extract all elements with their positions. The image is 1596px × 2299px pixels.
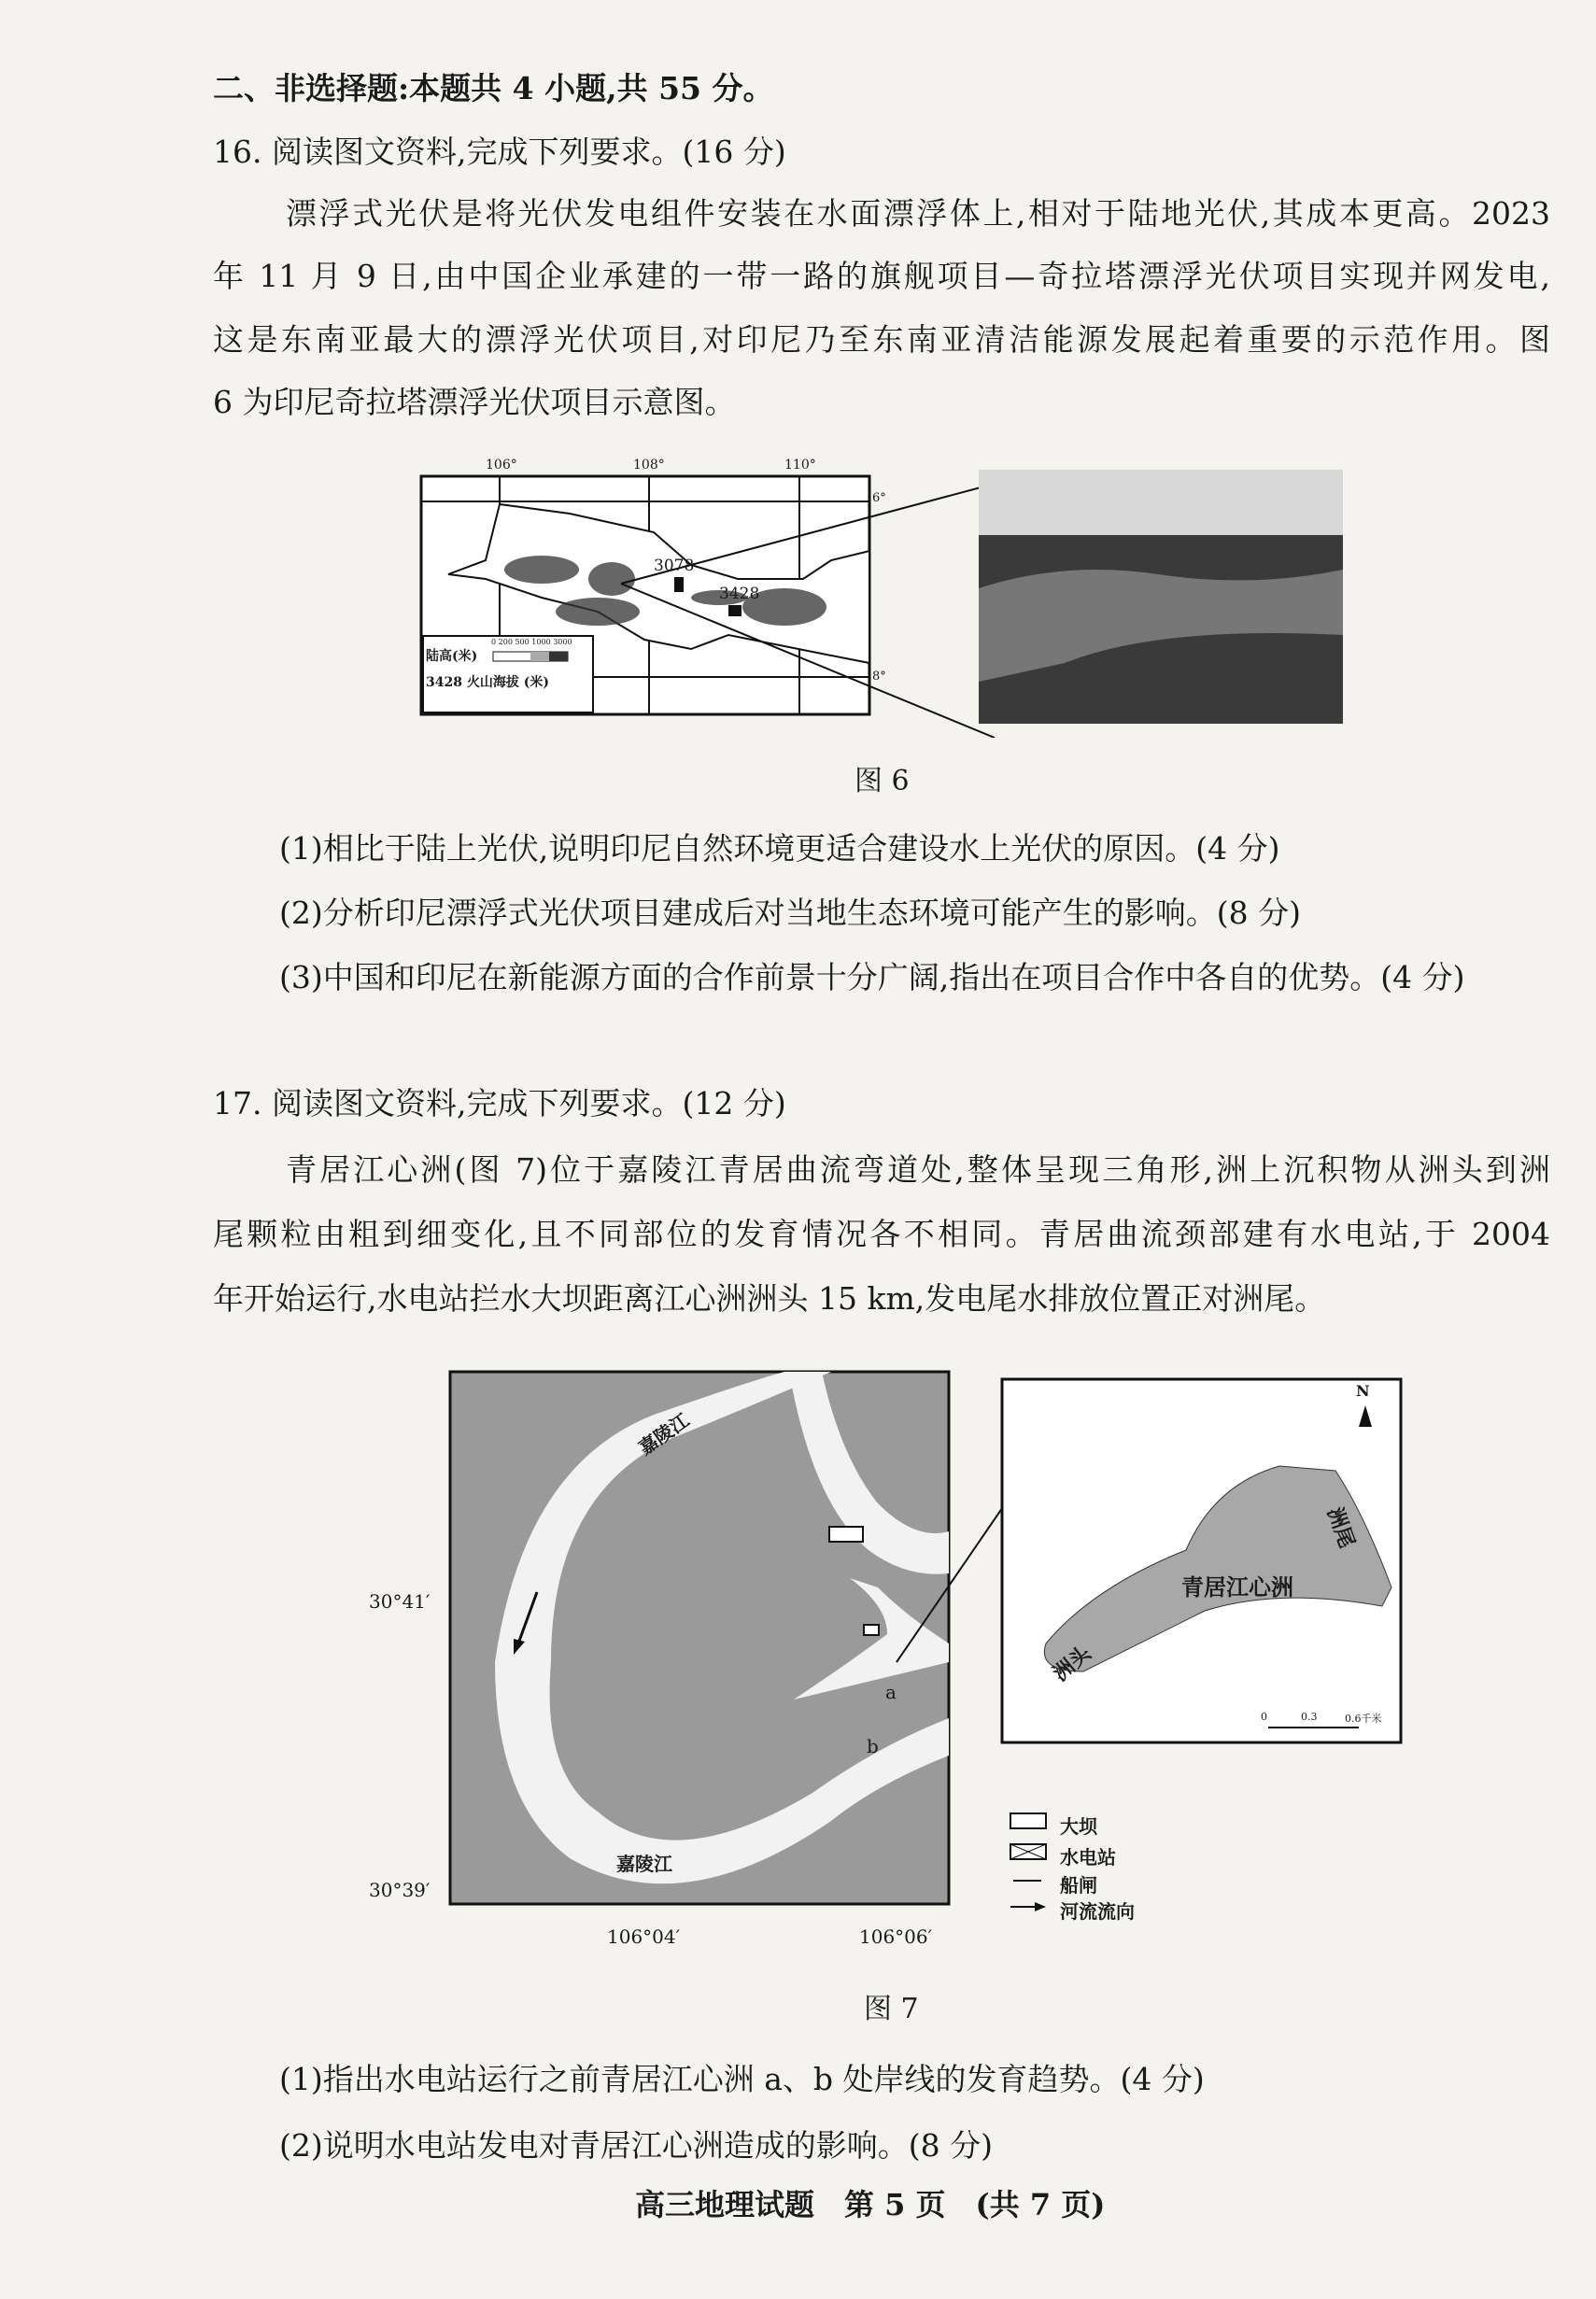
river-label: 嘉陵江 — [616, 1853, 672, 1875]
volcano-icon — [728, 605, 742, 616]
q16-para-line: 这是东南亚最大的漂浮光伏项目,对印尼乃至东南亚清洁能源发展起着重要的示范作用。图 — [213, 321, 1550, 358]
peak-label: 3428 — [719, 585, 760, 603]
island-label: 青居江心洲 — [1181, 1573, 1293, 1601]
q17-question-1: (1)指出水电站运行之前青居江心洲 a、b 处岸线的发育趋势。(4 分) — [279, 2061, 1205, 2097]
page-footer: 高三地理试题 第 5 页 (共 7 页) — [635, 2187, 1106, 2222]
q17-title: 17. 阅读图文资料,完成下列要求。(12 分) — [213, 1085, 786, 1121]
legend-ship-lock: 船闸 — [1060, 1874, 1097, 1897]
lon-label: 106°04′ — [607, 1925, 681, 1948]
q16-question-3: (3)中国和印尼在新能源方面的合作前景十分广阔,指出在项目合作中各自的优势。(4 分) — [279, 959, 1465, 995]
q16-para-line: 漂浮式光伏是将光伏发电组件安装在水面漂浮体上,相对于陆地光伏,其成本更高。2023 — [286, 195, 1550, 232]
section-header: 二、非选择题:本题共 4 小题,共 55 分。 — [213, 70, 774, 106]
peak-label: 3078 — [654, 557, 695, 575]
q16-para-line: 年 11 月 9 日,由中国企业承建的一带一路的旗舰项目—奇拉塔漂浮光伏项目实现并网发电, — [213, 258, 1550, 294]
figure-6-caption: 图 6 — [854, 765, 910, 797]
point-a: a — [885, 1681, 897, 1703]
figure-7-caption: 图 7 — [864, 1993, 919, 2025]
river-label: 嘉陵江 — [634, 1408, 694, 1460]
north-label: N — [1356, 1382, 1370, 1400]
q16-question-1: (1)相比于陆上光伏,说明印尼自然环境更适合建设水上光伏的原因。(4 分) — [279, 830, 1280, 867]
q16-para-line: 6 为印尼奇拉塔漂浮光伏项目示意图。 — [213, 384, 736, 420]
scale-label: 0.3 — [1301, 1711, 1318, 1723]
island-head-label: 洲头 — [1048, 1641, 1096, 1686]
hydropower-station-icon — [864, 1625, 879, 1635]
q16-title: 16. 阅读图文资料,完成下列要求。(16 分) — [213, 134, 786, 170]
lat-label: 8° — [872, 670, 886, 684]
legend-elevation: 陆高(米) — [426, 649, 478, 664]
q17-para-line: 年开始运行,水电站拦水大坝距离江心洲洲头 15 km,发电尾水排放位置正对洲尾。 — [213, 1280, 1326, 1317]
java-map — [421, 476, 995, 738]
dam-icon — [829, 1527, 863, 1542]
point-b: b — [867, 1735, 879, 1757]
scale-label: 0.6千米 — [1345, 1713, 1382, 1725]
scale-label: 0 — [1261, 1711, 1267, 1723]
figure-7 — [439, 1363, 1419, 1924]
legend-dam: 大坝 — [1060, 1815, 1097, 1838]
lat-label: 30°41′ — [369, 1590, 431, 1613]
legend-flow: 河流流向 — [1060, 1900, 1135, 1923]
legend-station: 水电站 — [1060, 1846, 1116, 1869]
lon-label: 110° — [784, 458, 816, 472]
volcano-icon — [674, 577, 684, 592]
lon-label: 106° — [486, 458, 517, 472]
q17-para-line: 青居江心洲(图 7)位于嘉陵江青居曲流弯道处,整体呈现三角形,洲上沉积物从洲头到洲 — [286, 1151, 1550, 1188]
lat-label: 6° — [872, 491, 886, 505]
lon-label: 106°06′ — [859, 1925, 933, 1948]
island-tail-label: 洲尾 — [1321, 1503, 1360, 1552]
legend-volcano: 3428 火山海拔 (米) — [426, 675, 549, 690]
q17-question-2: (2)说明水电站发电对青居江心洲造成的影响。(8 分) — [279, 2127, 993, 2164]
legend-ticks: 0 200 500 1000 3000 — [491, 638, 572, 646]
q17-para-line: 尾颗粒由粗到细变化,且不同部位的发育情况各不相同。青居曲流颈部建有水电站,于 2004 — [213, 1216, 1550, 1252]
lat-label: 30°39′ — [369, 1879, 431, 1901]
q16-question-2: (2)分析印尼漂浮式光伏项目建成后对当地生态环境可能产生的影响。(8 分) — [279, 895, 1301, 931]
lon-label: 108° — [633, 458, 665, 472]
